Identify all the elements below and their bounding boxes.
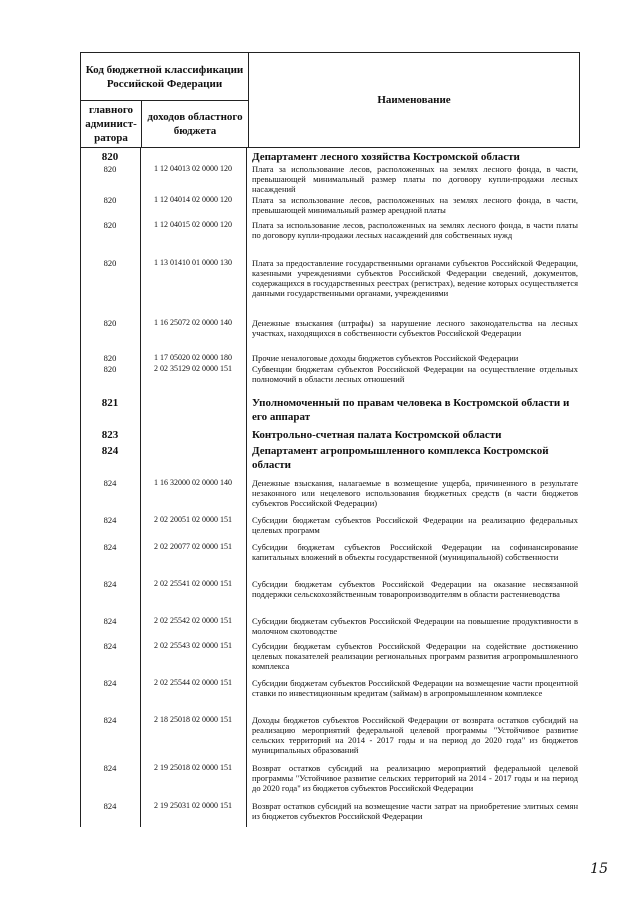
income-code: 2 02 25542 02 0000 151 [154, 616, 232, 625]
income-code: 2 02 25543 02 0000 151 [154, 641, 232, 650]
table-row [80, 428, 580, 444]
admin-code: 824 [103, 542, 117, 552]
row-name: Прочие неналоговые доходы бюджетов субъектов Российской Федерации [252, 353, 519, 363]
row-name: Субвенции бюджетам субъектов Российской Федерации на осуществление отдельных полномочий в области лесных отношений [252, 364, 578, 384]
table-row [80, 444, 580, 478]
header-admin: главного админист-ратора [81, 101, 142, 148]
admin-code: 824 [103, 801, 117, 811]
table-row [80, 195, 580, 220]
income-code: 1 12 04015 02 0000 120 [154, 220, 232, 229]
admin-code: 824 [103, 715, 117, 725]
table-row [80, 763, 580, 801]
income-code: 1 12 04014 02 0000 120 [154, 195, 232, 204]
admin-code: 824 [103, 515, 117, 525]
page-number: 15 [590, 861, 608, 877]
row-name: Плата за использование лесов, расположенных на землях лесного фонда, в части, превышающей минимальный размер платы по договору купли-продажи лесных насаждений [252, 164, 578, 194]
table-row [80, 616, 580, 641]
income-code: 1 12 04013 02 0000 120 [154, 164, 232, 173]
row-name: Уполномоченный по правам человека в Костромской области и его аппарат [252, 397, 570, 423]
row-name: Контрольно-счетная палата Костромской области [252, 429, 502, 441]
income-code: 1 17 05020 02 0000 180 [154, 353, 232, 362]
admin-code: 824 [103, 478, 117, 488]
admin-code: 820 [103, 364, 117, 374]
income-code: 1 16 32000 02 0000 140 [154, 478, 232, 487]
admin-code: 824 [103, 641, 117, 651]
income-code: 2 02 25541 02 0000 151 [154, 579, 232, 588]
admin-code: 823 [101, 429, 119, 441]
table-row [80, 396, 580, 428]
table-row [80, 715, 580, 763]
income-code: 2 02 20077 02 0000 151 [154, 542, 232, 551]
row-name: Департамент агропромышленного комплекса Костромской области [252, 445, 549, 471]
header-budget-code: Код бюджетной классификации Российской Федерации [81, 53, 249, 101]
income-code: 2 18 25018 02 0000 151 [154, 715, 232, 724]
admin-code: 820 [103, 195, 117, 205]
row-name: Денежные взыскания (штрафы) за нарушение лесного законодательства на лесных участках, находящихся в собственности субъектов Российской Федерации [252, 318, 578, 338]
admin-code: 820 [103, 258, 117, 268]
admin-code: 824 [103, 763, 117, 773]
income-code: 2 02 25544 02 0000 151 [154, 678, 232, 687]
admin-code: 820 [103, 220, 117, 230]
admin-code: 820 [101, 151, 119, 163]
table-row [80, 364, 580, 396]
row-name: Субсидии бюджетам субъектов Российской Федерации на софинансирование капитальных вложений в объекты государственной (муниципальной) собственности [252, 542, 578, 562]
row-name: Денежные взыскания, налагаемые в возмещение ущерба, причиненного в результате незаконного или нецелевого использования бюджетных средств (в части бюджетов субъектов Российской Федерации) [252, 478, 578, 508]
row-name: Субсидии бюджетам субъектов Российской Федерации на реализацию федеральных целевых программ [252, 515, 578, 535]
table-row [80, 579, 580, 616]
row-name: Субсидии бюджетам субъектов Российской Федерации на повышение продуктивности в молочном скотоводстве [252, 616, 578, 636]
admin-code: 824 [103, 579, 117, 589]
table-row [80, 678, 580, 715]
row-name: Субсидии бюджетам субъектов Российской Федерации на возмещение части процентной ставки по инвестиционным кредитам (займам) в агропромышленном комплексе [252, 678, 578, 698]
income-code: 2 02 35129 02 0000 151 [154, 364, 232, 373]
income-code: 1 13 01410 01 0000 130 [154, 258, 232, 267]
table-row [80, 318, 580, 353]
income-code: 2 19 25018 02 0000 151 [154, 763, 232, 772]
admin-code: 824 [101, 445, 119, 457]
row-name: Плата за предоставление государственными органами субъектов Российской Федерации, казенными учреждениями субъектов Российской Федерации сведений, документов, содержащихся в государственных реестрах (регистрах), ведение которых осуществляется данными государственными органами, учреждениями [252, 258, 578, 298]
table-row [80, 150, 580, 164]
table-header [80, 52, 580, 148]
admin-code: 820 [103, 353, 117, 363]
admin-code: 824 [103, 616, 117, 626]
header-income: доходов областного бюджета [142, 101, 249, 148]
row-name: Департамент лесного хозяйства Костромской области [252, 151, 520, 163]
table-row [80, 220, 580, 258]
table-row [80, 353, 580, 364]
admin-code: 824 [103, 678, 117, 688]
income-code: 2 02 20051 02 0000 151 [154, 515, 232, 524]
table-row [80, 164, 580, 195]
income-code: 2 19 25031 02 0000 151 [154, 801, 232, 810]
row-name: Субсидии бюджетам субъектов Российской Федерации на содействие достижению целевых показателей реализации региональных программ развития агропромышленного комплекса [252, 641, 578, 671]
table-row [80, 801, 580, 827]
table-row [80, 515, 580, 542]
table-row [80, 258, 580, 318]
table-rows [80, 150, 580, 827]
row-name: Плата за использование лесов, расположенных на землях лесного фонда, в части платы по договору купли-продажи лесных насаждений для собственных нужд [252, 220, 578, 240]
income-code: 1 16 25072 02 0000 140 [154, 318, 232, 327]
row-name: Плата за использование лесов, расположенных на землях лесного фонда, в части, превышающей минимальный размер арендной платы [252, 195, 578, 215]
table-row [80, 478, 580, 515]
admin-code: 820 [103, 318, 117, 328]
row-name: Доходы бюджетов субъектов Российской Федерации от возврата остатков субсидий на реализацию мероприятий федеральной целевой программы "Устойчивое развитие сельских территорий на 2014 - 2017 годы и на период до 2020 года" из бюджетов муниципальных образований [252, 715, 578, 755]
admin-code: 820 [103, 164, 117, 174]
header-name: Наименование [249, 53, 580, 148]
row-name: Субсидии бюджетам субъектов Российской Федерации на оказание несвязанной поддержки сельскохозяйственным товаропроизводителям в области растениеводства [252, 579, 578, 599]
row-name: Возврат остатков субсидий на возмещение части затрат на приобретение элитных семян из бюджетов субъектов Российской Федерации [252, 801, 578, 821]
table-row [80, 542, 580, 579]
row-name: Возврат остатков субсидий на реализацию мероприятий федеральной целевой программы "Устойчивое развитие сельских территорий на 2014 - 2017 годы и на период до 2020 года" из бюджетов субъектов Российской Федерации [252, 763, 578, 793]
table-row [80, 641, 580, 678]
admin-code: 821 [101, 397, 119, 409]
